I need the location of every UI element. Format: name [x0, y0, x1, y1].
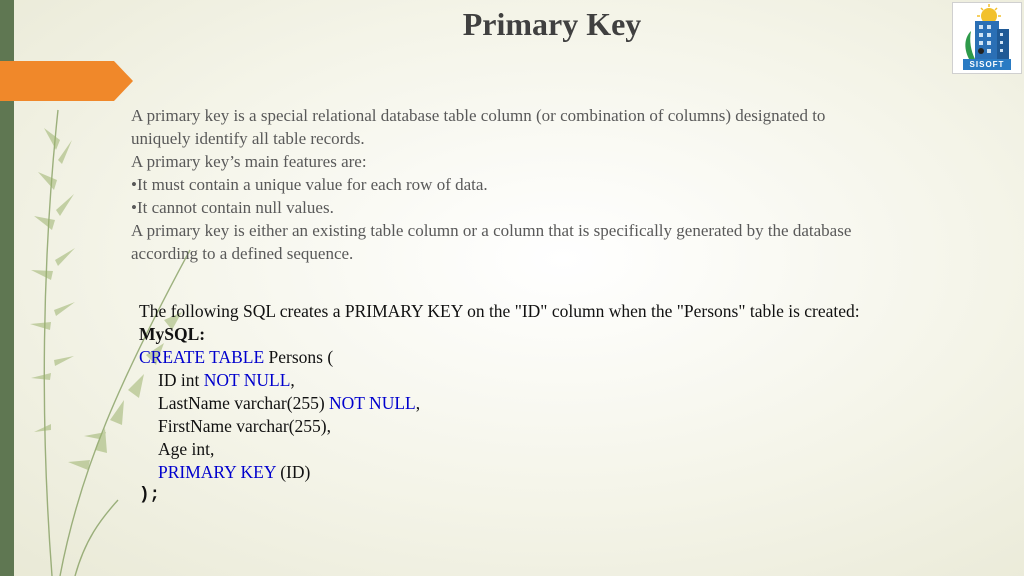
- code-line-firstname: FirstName varchar(255),: [158, 416, 331, 436]
- code-line-pk: [139, 461, 999, 484]
- intro-line: A primary key is either an existing table column or a column that is specifically generated by the database: [131, 221, 852, 240]
- sql-keyword: CREATE TABLE: [139, 347, 265, 367]
- sql-keyword: NOT NULL: [203, 370, 291, 390]
- intro-line: uniquely identify all table records.: [131, 129, 365, 148]
- sql-text: ,: [415, 393, 421, 413]
- intro-line: A primary key’s main features are:: [131, 152, 367, 171]
- sql-keyword: PRIMARY KEY: [158, 462, 276, 482]
- sisoft-logo: [952, 2, 1022, 74]
- sql-text: ,: [290, 370, 295, 390]
- intro-paragraph: [131, 104, 971, 265]
- code-line-lastname: [139, 392, 999, 415]
- logo-text: SISOFT: [963, 59, 1011, 70]
- intro-bullet: •It cannot contain null values.: [131, 198, 334, 217]
- code-line-age: Age int,: [158, 439, 215, 459]
- page-title: Primary Key: [462, 6, 642, 42]
- sql-text: (ID): [275, 462, 311, 482]
- sql-keyword: NOT NULL: [329, 393, 416, 413]
- intro-line: A primary key is a special relational database table column (or combination of columns) designated to: [131, 106, 826, 125]
- building-icon: [953, 3, 1021, 59]
- sql-text: Persons (: [264, 347, 334, 367]
- sql-text: ID int: [158, 370, 204, 390]
- sql-example: [139, 300, 999, 507]
- example-description: The following SQL creates a PRIMARY KEY on the "ID" column when the "Persons" table is created:: [139, 301, 860, 321]
- code-line-close: );: [139, 485, 161, 505]
- intro-bullet: •It must contain a unique value for each row of data.: [131, 175, 488, 194]
- code-line-create: [139, 346, 999, 369]
- code-line-id: [139, 369, 999, 392]
- intro-line: according to a defined sequence.: [131, 244, 354, 263]
- dialect-label: MySQL:: [139, 324, 206, 344]
- sql-text: LastName varchar(255): [158, 393, 330, 413]
